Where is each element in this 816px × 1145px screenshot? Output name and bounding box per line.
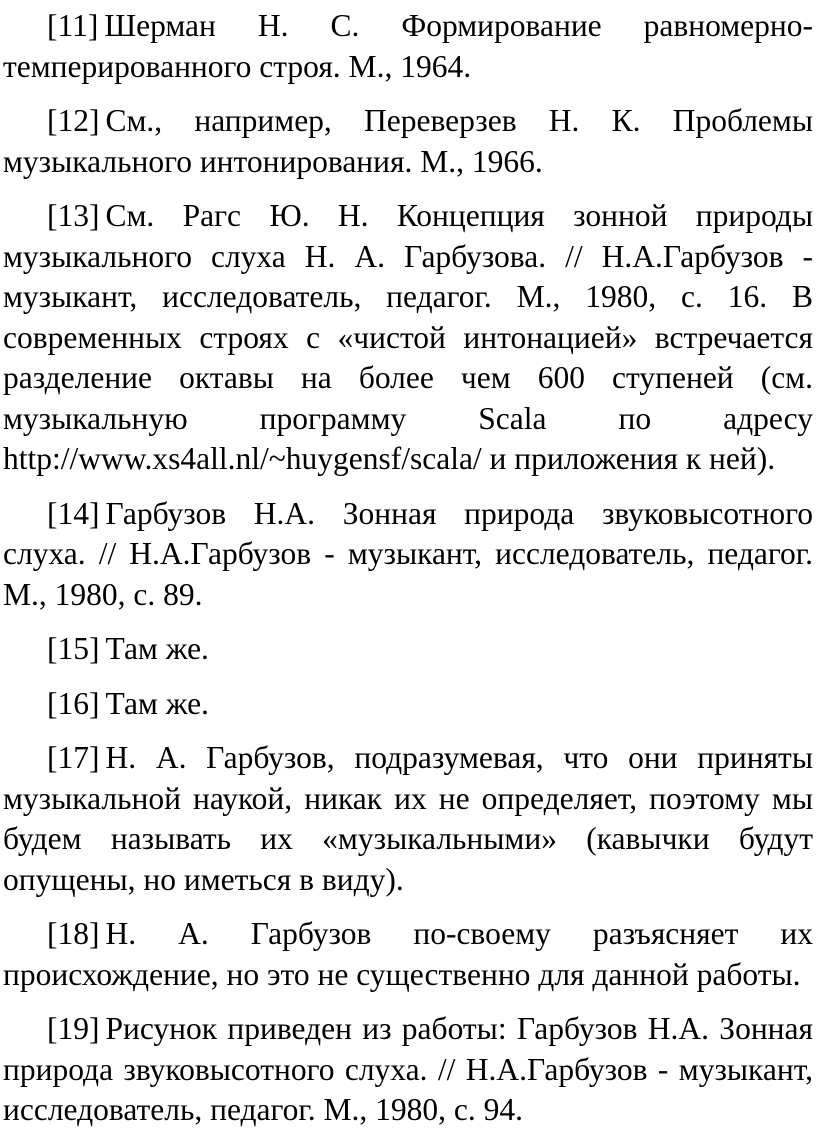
footnote-text: Н. А. Гарбузов, подразумевая, что они приняты музыкальной наукой, никак их не определяет, поэтому мы будем называть их «музыкальными» (кавычки будут опущены, но иметься в виду). <box>3 740 813 897</box>
footnote-number: [18] <box>47 916 100 951</box>
footnote-text: Шерман Н. С. Формирование равномерно-темперированного строя. М., 1964. <box>3 8 813 84</box>
footnote-11 <box>3 6 813 87</box>
footnote-15 <box>3 629 813 670</box>
footnote-text: Н. А. Гарбузов по-своему разъясняет их происхождение, но это не существенно для данной работы. <box>3 916 813 992</box>
footnote-17 <box>3 738 813 900</box>
footnote-18 <box>3 914 813 995</box>
footnote-number: [14] <box>47 495 100 531</box>
footnote-number: [15] <box>47 631 100 666</box>
footnote-14 <box>3 494 813 616</box>
footnote-text: См. Рагс Ю. Н. Концепция зонной природы музыкального слуха Н. А. Гарбузова. // Н.А.Гарбузов - музыкант, исследователь, педагог. М., 1980, с. 16. В современных строях с «чистой интонацией» встречается разделение октавы на более чем 600 ступеней (см. музыкальную программу Scala по адресу http://www.xs4all.nl/~huygensf/scala/ и приложения к ней). <box>3 198 813 476</box>
footnote-13 <box>3 196 813 480</box>
footnote-number: [19] <box>47 1011 100 1046</box>
footnote-number: [13] <box>47 198 100 233</box>
footnote-19 <box>3 1009 813 1131</box>
footnote-text: Там же. <box>105 631 209 666</box>
footnote-text: Рисунок приведен из работы: Гарбузов Н.А. Зонная природа звуковысотного слуха. // Н.А.Гарбузов - музыкант, исследователь, педагог. М., 1980, с. 94. <box>3 1011 813 1127</box>
footnote-text: Там же. <box>105 685 209 721</box>
footnote-text: См., например, Переверзев Н. К. Проблемы музыкального интонирования. М., 1966. <box>3 103 813 179</box>
footnote-number: [11] <box>47 8 99 43</box>
footnote-number: [12] <box>47 103 100 138</box>
footnote-number: [17] <box>47 740 100 775</box>
footnote-16 <box>3 684 813 725</box>
footnote-number: [16] <box>47 685 100 721</box>
footnote-12 <box>3 101 813 182</box>
footnote-text: Гарбузов Н.А. Зонная природа звуковысотного слуха. // Н.А.Гарбузов - музыкант, исследователь, педагог. М., 1980, с. 89. <box>3 495 813 612</box>
